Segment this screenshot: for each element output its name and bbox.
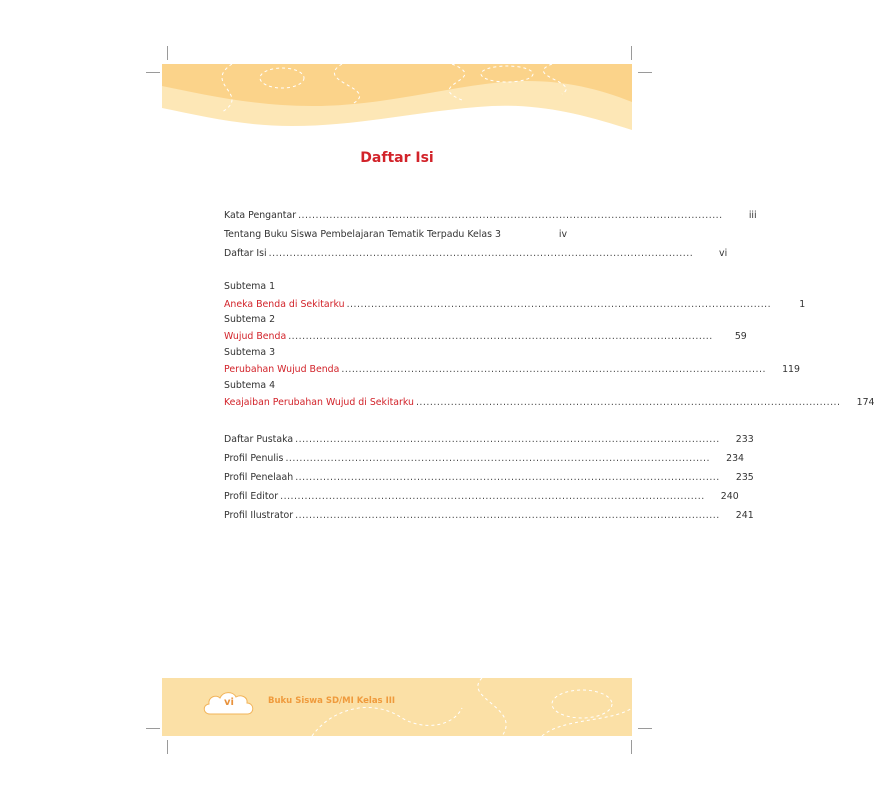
toc-entry-page: 235 bbox=[735, 472, 754, 483]
crop-mark bbox=[638, 72, 652, 73]
toc-entry-label: Aneka Benda di Sekitarku bbox=[224, 299, 345, 310]
toc-entry[interactable] bbox=[224, 226, 567, 240]
toc-entry-label: Daftar Isi bbox=[224, 248, 267, 259]
toc-entry-page: 1 bbox=[799, 299, 806, 310]
page-footer bbox=[162, 678, 632, 736]
dot-leader: .......................................................................................................................... bbox=[295, 472, 720, 483]
dot-leader: .......................................................................................................................... bbox=[341, 364, 766, 375]
toc-entry-page: vi bbox=[719, 248, 728, 259]
toc-entry-page: iii bbox=[748, 210, 757, 221]
crop-mark bbox=[146, 72, 160, 73]
dot-leader: .......................................................................................................................... bbox=[285, 453, 711, 464]
toc-entry-label: Profil Penelaah bbox=[224, 472, 294, 483]
crop-mark bbox=[638, 728, 652, 729]
toc-entry[interactable] bbox=[224, 207, 757, 221]
footer-book-title: Buku Siswa SD/MI Kelas III bbox=[268, 696, 396, 706]
toc-entry-label: Kata Pengantar bbox=[224, 210, 297, 221]
page-title: Daftar Isi bbox=[360, 150, 434, 166]
subtheme-heading: Subtema 1 bbox=[224, 281, 276, 292]
toc-entry[interactable] bbox=[224, 488, 739, 502]
toc-entry-page: 241 bbox=[735, 510, 754, 521]
crop-mark bbox=[146, 728, 160, 729]
toc-entry[interactable] bbox=[224, 431, 754, 445]
toc-entry-label: Tentang Buku Siswa Pembelajaran Tematik Terpadu Kelas 3 bbox=[224, 229, 501, 240]
toc-entry[interactable] bbox=[224, 469, 754, 483]
dot-leader: .......................................................................................................................... bbox=[280, 491, 705, 502]
toc-entry-page: 119 bbox=[782, 364, 800, 375]
toc-entry[interactable] bbox=[224, 394, 875, 408]
toc-entry-page: 240 bbox=[720, 491, 739, 502]
toc-entry-label: Profil Ilustrator bbox=[224, 510, 294, 521]
footer-page-number: vi bbox=[224, 697, 234, 708]
toc-entry-label: Profil Editor bbox=[224, 491, 279, 502]
toc-entry-page: 59 bbox=[734, 331, 747, 342]
toc-entry-label: Perubahan Wujud Benda bbox=[224, 364, 340, 375]
crop-mark bbox=[631, 46, 632, 60]
toc-entry[interactable] bbox=[224, 245, 728, 259]
toc-entry[interactable] bbox=[224, 296, 806, 310]
toc-entry-page: iv bbox=[558, 229, 567, 240]
dot-leader: .......................................................................................................................... bbox=[295, 510, 720, 521]
crop-mark bbox=[167, 740, 168, 754]
dot-leader: .......................................................................................................................... bbox=[346, 299, 772, 310]
crop-mark bbox=[631, 740, 632, 754]
dot-leader: .......................................................................................................................... bbox=[288, 331, 713, 342]
header-wave-decoration bbox=[162, 64, 632, 144]
toc-entry-label: Keajaiban Perubahan Wujud di Sekitarku bbox=[224, 397, 414, 408]
toc-entry[interactable] bbox=[224, 450, 745, 464]
toc-entry-label: Wujud Benda bbox=[224, 331, 287, 342]
subtheme-heading: Subtema 4 bbox=[224, 380, 276, 391]
toc-entry-page: 234 bbox=[726, 453, 745, 464]
toc-entry-page: 233 bbox=[735, 434, 754, 445]
crop-mark bbox=[167, 46, 168, 60]
subtheme-heading: Subtema 2 bbox=[224, 314, 276, 325]
toc-entry[interactable] bbox=[224, 507, 754, 521]
toc-entry-label: Daftar Pustaka bbox=[224, 434, 294, 445]
dot-leader: .......................................................................................................................... bbox=[268, 248, 694, 259]
dot-leader: .......................................................................................................................... bbox=[415, 397, 841, 408]
toc-entry-label: Profil Penulis bbox=[224, 453, 284, 464]
dot-leader: .......................................................................................................................... bbox=[295, 434, 720, 445]
toc-entry[interactable] bbox=[224, 328, 747, 342]
dot-leader: .......................................................................................................................... bbox=[298, 210, 723, 221]
book-page bbox=[162, 64, 875, 736]
toc-entry[interactable] bbox=[224, 361, 800, 375]
subtheme-heading: Subtema 3 bbox=[224, 347, 276, 358]
toc-entry-page: 174 bbox=[856, 397, 875, 408]
